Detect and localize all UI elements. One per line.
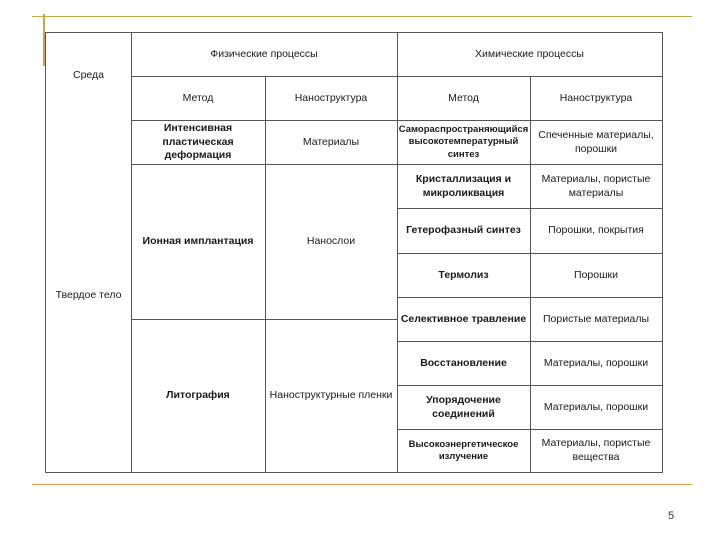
chemical-method-cell: Термолиз [438, 268, 489, 281]
chemical-nano-cell: Материалы, порошки [543, 356, 649, 369]
chemical-method-cell: Гетерофазный синтез [406, 224, 521, 237]
chemical-method-cell: Упорядочение соединений [426, 393, 501, 420]
chemical-nano-cell: Пористые материалы [542, 312, 650, 325]
physical-nano-header: Наноструктура [294, 91, 368, 104]
slide-number: 5 [668, 510, 675, 522]
solid-body-label: Твердое тело [55, 289, 122, 302]
chemical-nano-cell: Спеченные материалы, порошки [538, 128, 654, 155]
physical-method-cell: Литография [166, 389, 230, 402]
chemical-method-cell: Кристаллизация и микроликвация [415, 172, 512, 199]
physical-method-header: Метод [182, 91, 214, 104]
physical-nano-cell: Нанослои [306, 235, 356, 248]
chemical-method-cell: Высокоэнергетическое излучение [408, 438, 519, 462]
chemical-nano-cell: Материалы, пористые материалы [541, 172, 651, 199]
chemical-method-cell: Самораспространяющийся высокотемпературный синтез [398, 123, 529, 160]
physical-nano-cell: Материалы [302, 135, 360, 148]
chemical-nano-cell: Порошки [574, 268, 618, 281]
physical-method-cell: Ионная имплантация [142, 235, 254, 248]
chemical-method-cell: Селективное травление [400, 312, 527, 325]
chemical-method-cell: Восстановление [420, 356, 507, 369]
physical-processes-header: Физические процессы [210, 47, 318, 60]
env-header: Среда [73, 69, 104, 82]
chemical-nano-cell: Материалы, порошки [543, 400, 649, 413]
chemical-method-header: Метод [448, 91, 479, 104]
chemical-nano-cell: Материалы, пористые вещества [541, 437, 651, 463]
chemical-nano-header: Наноструктура [559, 91, 633, 104]
physical-nano-cell: Наноструктурные пленки [269, 389, 393, 402]
physical-method-cell: Интенсивная пластическая деформация [162, 122, 234, 162]
chemical-nano-cell: Порошки, покрытия [548, 224, 644, 237]
chemical-processes-header: Химические процессы [475, 47, 584, 60]
